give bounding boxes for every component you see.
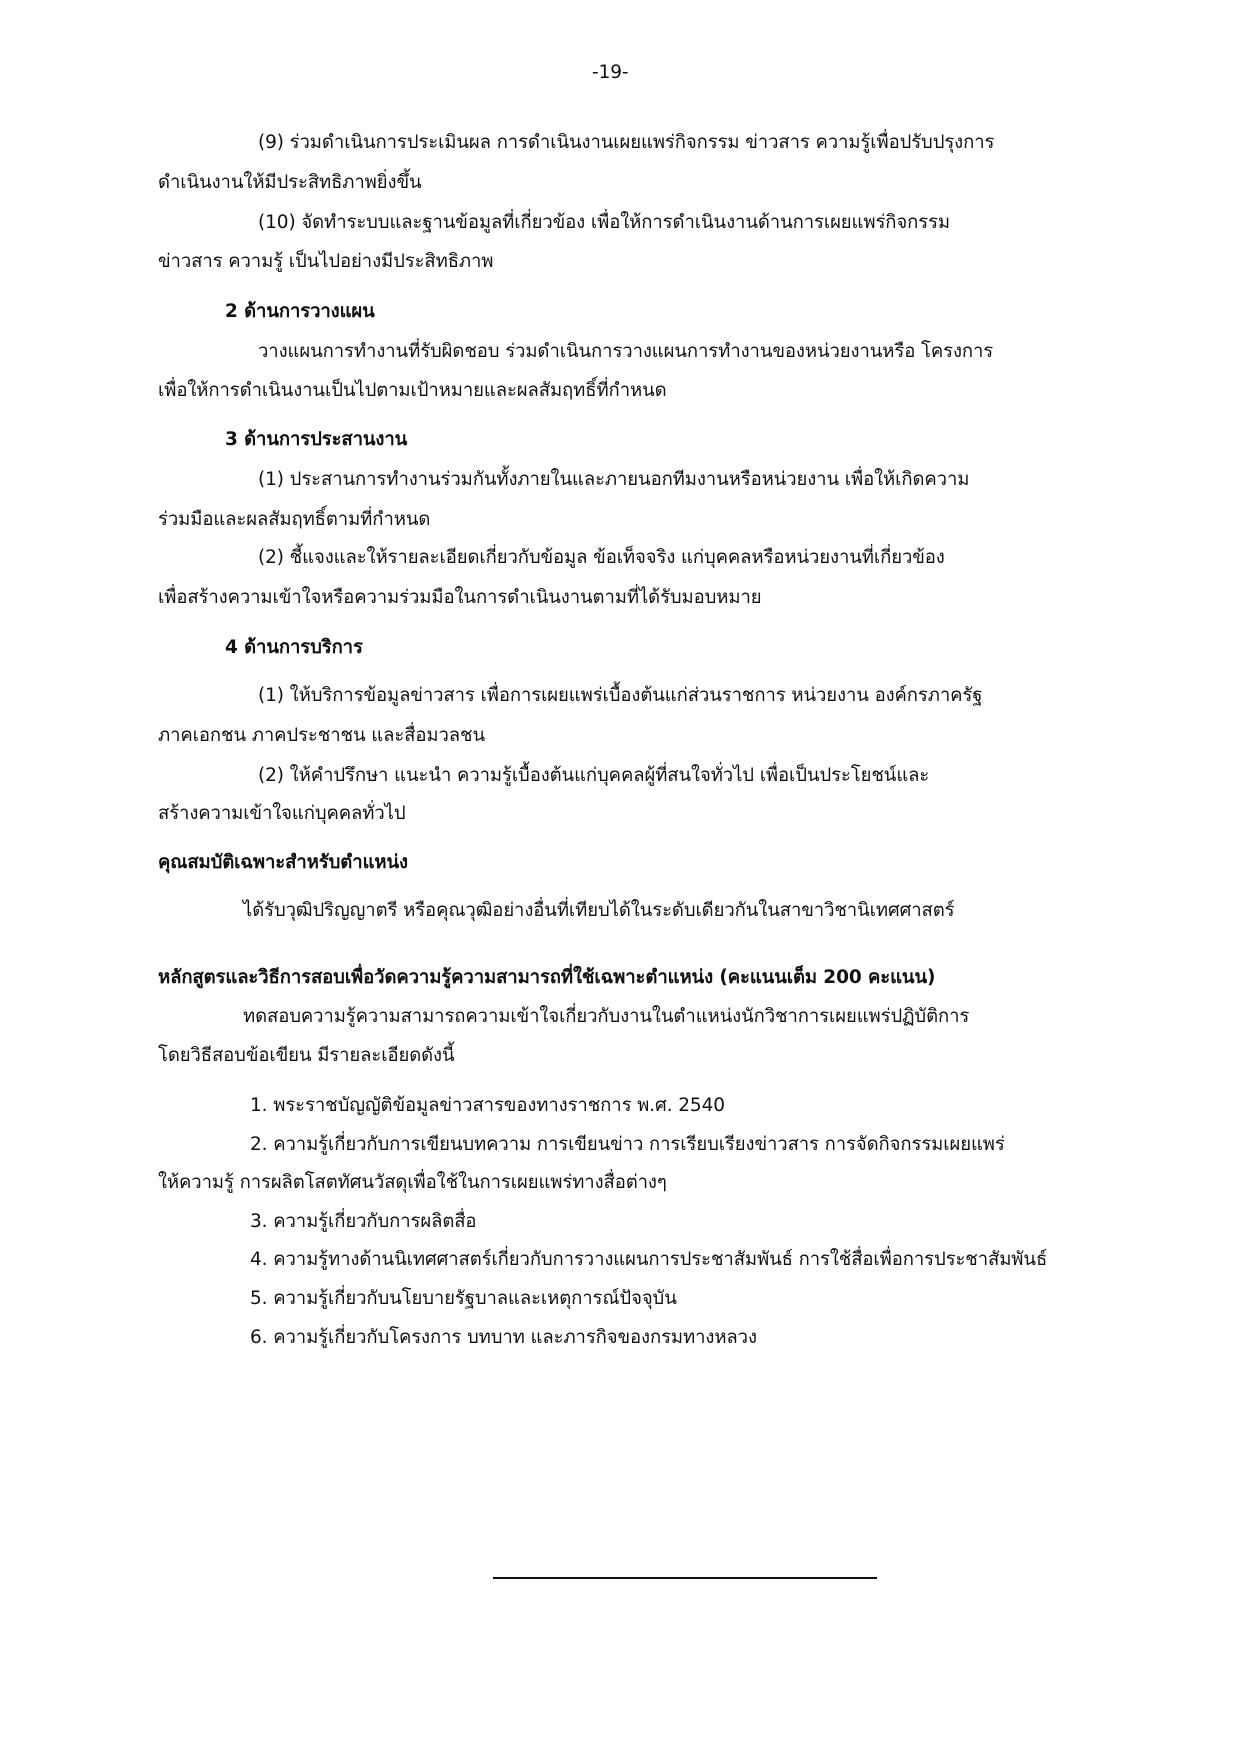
coordination-item1-line1: (1) ประสานการทำงานร่วมกันทั้งภายในและภายนอกทีมงานหรือหน่วยงาน เพื่อให้เกิดความ — [258, 469, 970, 490]
coordination-item2-line1: (2) ชี้แจงและให้รายละเอียดเกี่ยวกับข้อมูล ข้อเท็จจริง แก่บุคคลหรือหน่วยงานที่เกี่ยวข้อง — [258, 547, 945, 568]
coordination-heading: 3 ด้านการประสานงาน — [225, 429, 408, 450]
item10-line1: (10) จัดทำระบบและฐานข้อมูลที่เกี่ยวข้อง เพื่อให้การดำเนินงานด้านการเผยแพร่กิจกรรม — [258, 212, 951, 233]
exam-item-2-line1: 2. ความรู้เกี่ยวกับการเขียนบทความ การเขียนข่าว การเรียบเรียงข่าวสาร การจัดกิจกรรมเผยแพร่ — [250, 1134, 1005, 1155]
exam-intro-line1: ทดสอบความรู้ความสามารถความเข้าใจเกี่ยวกับงานในตำแหน่งนักวิชาการเผยแพร่ปฏิบัติการ — [243, 1006, 970, 1027]
item10-line2: ข่าวสาร ความรู้ เป็นไปอย่างมีประสิทธิภาพ — [158, 251, 494, 272]
exam-item-1: 1. พระราชบัญญัติข้อมูลข่าวสารของทางราชการ พ.ศ. 2540 — [250, 1095, 725, 1116]
exam-intro-line2: โดยวิธีสอบข้อเขียน มีรายละเอียดดังนี้ — [158, 1045, 455, 1066]
exam-item-6: 6. ความรู้เกี่ยวกับโครงการ บทบาท และภารกิจของกรมทางหลวง — [250, 1327, 757, 1348]
exam-heading: หลักสูตรและวิธีการสอบเพื่อวัดความรู้ความสามารถที่ใช้เฉพาะตำแหน่ง (คะแนนเต็ม 200 คะแนน) — [158, 967, 936, 988]
service-heading: 4 ด้านการบริการ — [225, 637, 363, 658]
service-item1-line1: (1) ให้บริการข้อมูลข่าวสาร เพื่อการเผยแพร่เบื้องต้นแก่ส่วนราชการ หน่วยงาน องค์กรภาครัฐ — [258, 685, 983, 706]
exam-item-2-line2: ให้ความรู้ การผลิตโสตทัศนวัสดุเพื่อใช้ในการเผยแพร่ทางสื่อต่างๆ — [158, 1172, 667, 1193]
exam-item-4: 4. ความรู้ทางด้านนิเทศศาสตร์เกี่ยวกับการวางแผนการประชาสัมพันธ์ การใช้สื่อเพื่อการประชาสัมพันธ์ — [250, 1249, 1048, 1270]
planning-line1: วางแผนการทำงานที่รับผิดชอบ ร่วมดำเนินการวางแผนการทำงานของหน่วยงานหรือ โครงการ — [258, 341, 994, 362]
exam-item-5: 5. ความรู้เกี่ยวกับนโยบายรัฐบาลและเหตุการณ์ปัจจุบัน — [250, 1288, 677, 1309]
item9-line1: (9) ร่วมดำเนินการประเมินผล การดำเนินงานเผยแพร่กิจกรรม ข่าวสาร ความรู้เพื่อปรับปรุงการ — [258, 132, 995, 153]
planning-heading: 2 ด้านการวางแผน — [225, 301, 375, 322]
service-item2-line2: สร้างความเข้าใจแก่บุคคลทั่วไป — [158, 803, 406, 824]
service-item1-line2: ภาคเอกชน ภาคประชาชน และสื่อมวลชน — [158, 725, 486, 746]
planning-line2: เพื่อให้การดำเนินงานเป็นไปตามเป้าหมายและผลสัมฤทธิ์ที่กำหนด — [158, 380, 667, 401]
qualifications-heading: คุณสมบัติเฉพาะสำหรับตำแหน่ง — [158, 852, 408, 873]
coordination-item2-line2: เพื่อสร้างความเข้าใจหรือความร่วมมือในการดำเนินงานตามที่ได้รับมอบหมาย — [158, 587, 762, 608]
qualifications-text: ได้รับวุฒิปริญญาตรี หรือคุณวุฒิอย่างอื่นที่เทียบได้ในระดับเดียวกันในสาขาวิชานิเทศศาสตร์ — [243, 900, 955, 921]
coordination-item1-line2: ร่วมมือและผลสัมฤทธิ์ตามที่กำหนด — [158, 509, 431, 530]
item9-line2: ดำเนินงานให้มีประสิทธิภาพยิ่งขึ้น — [158, 172, 422, 193]
page-number: -19- — [592, 62, 629, 83]
exam-item-3: 3. ความรู้เกี่ยวกับการผลิตสื่อ — [250, 1211, 477, 1232]
end-divider — [493, 1577, 877, 1579]
service-item2-line1: (2) ให้คำปรึกษา แนะนำ ความรู้เบื้องต้นแก่บุคคลผู้ที่สนใจทั่วไป เพื่อเป็นประโยชน์และ — [258, 765, 930, 786]
